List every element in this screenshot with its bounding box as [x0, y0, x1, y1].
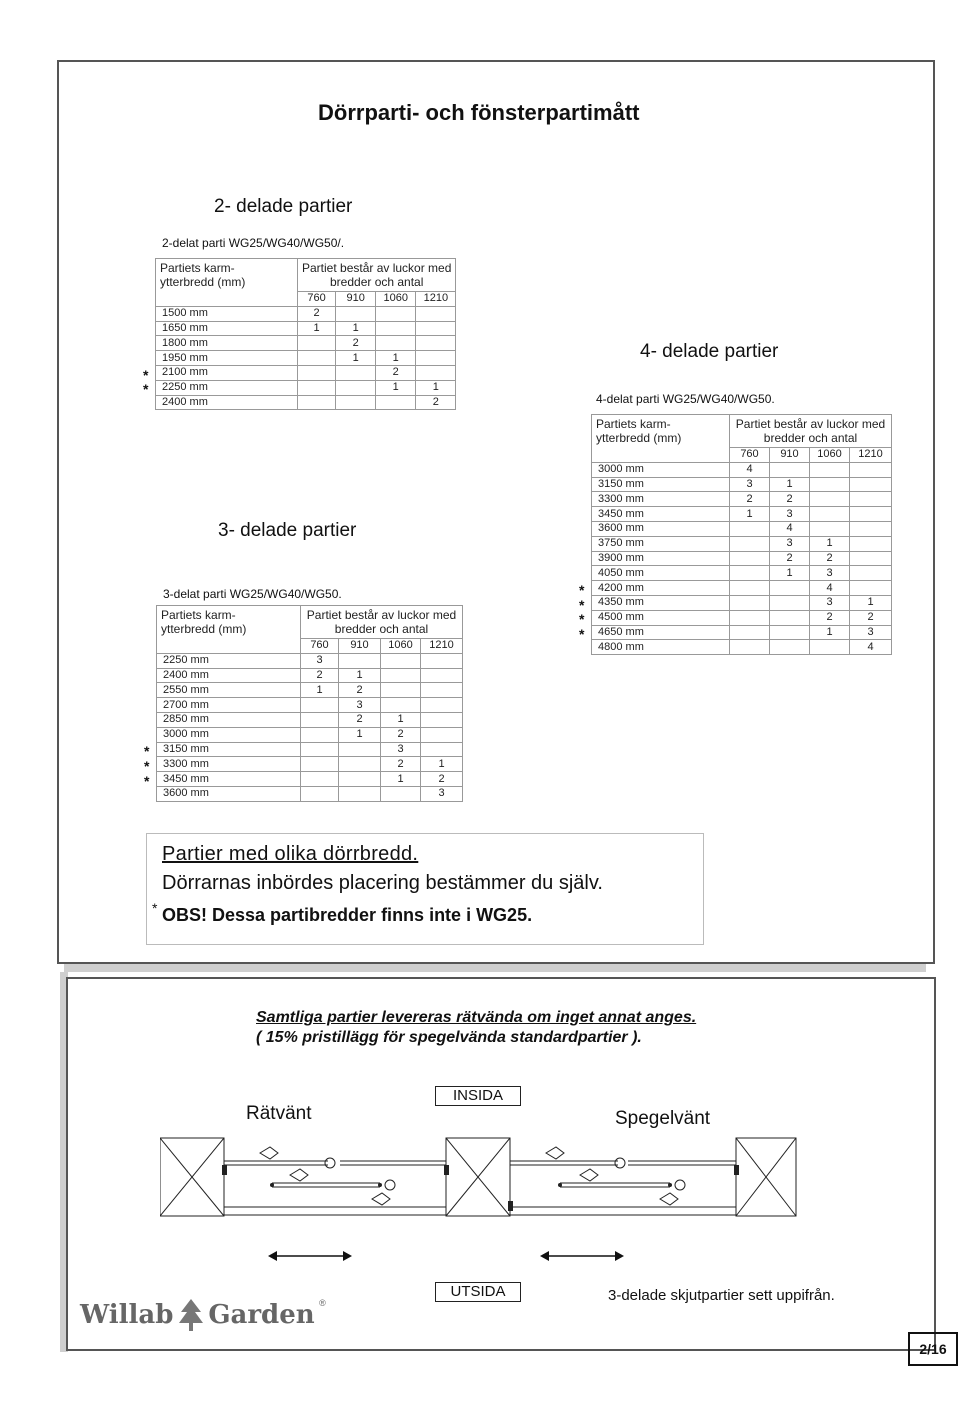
- panel-count-cell: [381, 653, 421, 668]
- section2-subtitle: 2-delat parti WG25/WG40/WG50/.: [162, 236, 345, 250]
- header-left-line: Partiets karm-: [596, 417, 671, 431]
- panel-count-cell: [730, 551, 770, 566]
- panel-count-cell: [416, 351, 456, 366]
- panel-count-cell: 1: [770, 477, 810, 492]
- panel-count-cell: [850, 581, 892, 596]
- panel-count-cell: [770, 462, 810, 477]
- panel-count-cell: 3: [850, 625, 892, 640]
- frame-width-cell: 4800 mm: [592, 640, 730, 655]
- table-row: [592, 477, 892, 492]
- header-left-line: ytterbredd (mm): [161, 622, 247, 636]
- frame-width-cell: 1800 mm: [156, 336, 298, 351]
- frame-width-cell: 3300 mm: [157, 757, 301, 772]
- table-row: [156, 351, 456, 366]
- dimension-table: [591, 414, 892, 655]
- frame-width-cell: 3000 mm: [592, 462, 730, 477]
- frame-width-cell: 1500 mm: [156, 306, 298, 321]
- row-star-marker: *: [579, 597, 585, 613]
- insida-label: INSIDA: [435, 1086, 521, 1106]
- table-row: [157, 683, 463, 698]
- section2-heading: 2- delade partier: [214, 196, 353, 217]
- frame-width-cell: 2850 mm: [157, 712, 301, 727]
- section4-subtitle: 4-delat parti WG25/WG40/WG50.: [596, 392, 775, 406]
- row-star-marker: *: [579, 582, 585, 598]
- panel-count-cell: 3: [810, 566, 850, 581]
- bottom-line-2: ( 15% pristillägg för spegelvända standardpartier ).: [256, 1029, 642, 1046]
- frame-width-cell: 3450 mm: [157, 772, 301, 787]
- panel-count-cell: [730, 625, 770, 640]
- panel-count-cell: [421, 683, 463, 698]
- panel-count-cell: [850, 566, 892, 581]
- panel-count-cell: [298, 380, 336, 395]
- row-star-marker: *: [144, 743, 150, 759]
- frame-width-cell: 2550 mm: [157, 683, 301, 698]
- panel-count-cell: 1: [416, 380, 456, 395]
- panel-count-cell: [850, 492, 892, 507]
- panel-count-cell: 2: [416, 395, 456, 410]
- panel-count-cell: 2: [301, 668, 339, 683]
- panel-count-cell: [301, 698, 339, 713]
- frame-width-cell: 3750 mm: [592, 536, 730, 551]
- row-star-marker: *: [143, 381, 149, 397]
- panel-count-cell: 1: [298, 321, 336, 336]
- panel-count-cell: 1: [810, 536, 850, 551]
- header-frame-width: [592, 415, 730, 463]
- panel-count-cell: 1: [421, 757, 463, 772]
- panel-count-cell: 2: [770, 551, 810, 566]
- diagram-caption: 3-delade skjutpartier sett uppifrån.: [608, 1287, 835, 1304]
- panel-count-cell: 1: [381, 712, 421, 727]
- row-star-marker: *: [579, 626, 585, 642]
- panel-count-cell: 4: [770, 521, 810, 536]
- panel-count-cell: 2: [381, 727, 421, 742]
- column-header-width: 1210: [421, 639, 463, 654]
- panel-count-cell: [810, 640, 850, 655]
- panel-count-cell: [730, 566, 770, 581]
- frame-width-cell: 3600 mm: [157, 786, 301, 801]
- panel-count-cell: [421, 727, 463, 742]
- panel-count-cell: [301, 712, 339, 727]
- header-right-line: Partiet består av luckor med: [306, 608, 457, 622]
- panel-count-cell: 3: [770, 507, 810, 522]
- frame-width-cell: 3450 mm: [592, 507, 730, 522]
- row-star-marker: *: [144, 758, 150, 774]
- frame-width-cell: 2100 mm: [156, 365, 298, 380]
- page-number: 2/16: [908, 1332, 958, 1366]
- row-star-marker: *: [144, 773, 150, 789]
- panel-count-cell: [376, 336, 416, 351]
- table-row: [156, 380, 456, 395]
- frame-width-cell: 3300 mm: [592, 492, 730, 507]
- panel-count-cell: [301, 786, 339, 801]
- panel-count-cell: [770, 610, 810, 625]
- panel-count-cell: [850, 507, 892, 522]
- header-right-line: bredder och antal: [330, 275, 424, 289]
- panel-count-cell: [298, 365, 336, 380]
- frame-width-cell: 3900 mm: [592, 551, 730, 566]
- panel-count-cell: 2: [850, 610, 892, 625]
- frame-width-cell: 3000 mm: [157, 727, 301, 742]
- panel-count-cell: [421, 668, 463, 683]
- panel-count-cell: [381, 683, 421, 698]
- panel-count-cell: [810, 477, 850, 492]
- frame-width-cell: 4650 mm: [592, 625, 730, 640]
- ratvant-label: Rätvänt: [246, 1103, 312, 1124]
- panel-count-cell: [850, 477, 892, 492]
- panel-count-cell: 2: [810, 551, 850, 566]
- panel-count-cell: [730, 595, 770, 610]
- section3-subtitle: 3-delat parti WG25/WG40/WG50.: [163, 587, 342, 601]
- column-header-width: 910: [770, 448, 810, 463]
- dimension-table: [156, 605, 463, 802]
- header-left-line: Partiets karm-: [160, 261, 235, 275]
- panel-count-cell: 1: [376, 380, 416, 395]
- panel-count-cell: 1: [381, 772, 421, 787]
- panel-count-cell: [850, 462, 892, 477]
- table-row: [157, 668, 463, 683]
- panel-count-cell: [298, 336, 336, 351]
- panel-count-cell: [810, 492, 850, 507]
- panel-count-cell: [336, 395, 376, 410]
- panel-count-cell: 2: [381, 757, 421, 772]
- panel-count-cell: [810, 462, 850, 477]
- table-row: [592, 492, 892, 507]
- table-row: [592, 610, 892, 625]
- frame-width-cell: 2250 mm: [156, 380, 298, 395]
- column-header-width: 1210: [416, 292, 456, 307]
- panel-count-cell: 2: [339, 683, 381, 698]
- willab-garden-logo: [80, 1298, 326, 1338]
- panel-count-cell: [421, 698, 463, 713]
- panel-count-cell: 4: [850, 640, 892, 655]
- table-row: [592, 625, 892, 640]
- panel-count-cell: 1: [376, 351, 416, 366]
- spegelvant-label: Spegelvänt: [615, 1108, 711, 1129]
- header-left-line: ytterbredd (mm): [160, 275, 246, 289]
- panel-count-cell: [339, 772, 381, 787]
- panel-count-cell: [850, 521, 892, 536]
- panel-count-cell: 1: [301, 683, 339, 698]
- panel-count-cell: 2: [298, 306, 336, 321]
- panel-count-cell: 1: [336, 321, 376, 336]
- left-arrow-indicator: [268, 1250, 352, 1262]
- table-row: [157, 712, 463, 727]
- table-row: [156, 395, 456, 410]
- panel-count-cell: 2: [421, 772, 463, 787]
- panel-count-cell: [421, 712, 463, 727]
- row-star-marker: *: [143, 367, 149, 383]
- sliding-door-diagram: [160, 1135, 800, 1225]
- panel-count-cell: [421, 653, 463, 668]
- panel-count-cell: [730, 521, 770, 536]
- notes-line-3: OBS! Dessa partibredder finns inte i WG25.: [162, 905, 533, 925]
- header-right-line: Partiet består av luckor med: [302, 261, 452, 275]
- panel-count-cell: 3: [381, 742, 421, 757]
- panel-count-cell: 2: [770, 492, 810, 507]
- panel-count-cell: [730, 581, 770, 596]
- panel-count-cell: [301, 742, 339, 757]
- frame-width-cell: 1650 mm: [156, 321, 298, 336]
- logo-text-right: Garden: [208, 1300, 315, 1330]
- table-row: [592, 521, 892, 536]
- panel-count-cell: 4: [730, 462, 770, 477]
- panel-count-cell: [301, 727, 339, 742]
- panel-count-cell: [421, 742, 463, 757]
- notes-star: *: [152, 900, 158, 916]
- notes-line-1: Partier med olika dörrbredd.: [162, 843, 419, 865]
- panel-count-cell: [770, 640, 810, 655]
- panel-count-cell: [850, 536, 892, 551]
- column-header-width: 1210: [850, 448, 892, 463]
- panel-count-cell: 1: [339, 727, 381, 742]
- panel-count-cell: [336, 365, 376, 380]
- header-panel-composition: [298, 259, 456, 292]
- table-row: [157, 727, 463, 742]
- table-row: [592, 581, 892, 596]
- dimension-table: [155, 258, 456, 410]
- table-row: [157, 757, 463, 772]
- utsida-label: UTSIDA: [435, 1282, 521, 1302]
- header-panel-composition: [730, 415, 892, 448]
- page-title: Dörrparti- och fönsterpartimått: [318, 100, 640, 125]
- header-frame-width: [157, 606, 301, 654]
- panel-count-cell: [730, 640, 770, 655]
- frame-width-cell: 2400 mm: [157, 668, 301, 683]
- panel-count-cell: 2: [336, 336, 376, 351]
- frame-width-cell: 1950 mm: [156, 351, 298, 366]
- logo-tree-icon: [178, 1298, 204, 1332]
- panel-count-cell: 2: [730, 492, 770, 507]
- panel-count-cell: [339, 786, 381, 801]
- panel-count-cell: [416, 306, 456, 321]
- panel-count-cell: [810, 521, 850, 536]
- panel-count-cell: 1: [810, 625, 850, 640]
- frame-width-cell: 4500 mm: [592, 610, 730, 625]
- panel-count-cell: [339, 653, 381, 668]
- column-header-width: 1060: [810, 448, 850, 463]
- table-row: [157, 653, 463, 668]
- panel-count-cell: [770, 581, 810, 596]
- frame-width-cell: 4050 mm: [592, 566, 730, 581]
- panel-count-cell: [770, 595, 810, 610]
- table-row: [592, 507, 892, 522]
- table-row: [592, 462, 892, 477]
- panel-count-cell: 3: [770, 536, 810, 551]
- panel-count-cell: 1: [850, 595, 892, 610]
- section3-heading: 3- delade partier: [218, 520, 357, 541]
- panel-count-cell: [336, 380, 376, 395]
- notes-box: [146, 833, 704, 945]
- table-row: [156, 321, 456, 336]
- panel-count-cell: [376, 306, 416, 321]
- header-left-line: Partiets karm-: [161, 608, 236, 622]
- panel-count-cell: 3: [421, 786, 463, 801]
- table-row: [157, 786, 463, 801]
- panel-count-cell: 3: [730, 477, 770, 492]
- panel-count-cell: [381, 698, 421, 713]
- frame-width-cell: 3600 mm: [592, 521, 730, 536]
- header-left-line: ytterbredd (mm): [596, 431, 682, 445]
- header-right-line: bredder och antal: [763, 431, 858, 445]
- table-row: [592, 640, 892, 655]
- column-header-width: 1060: [376, 292, 416, 307]
- column-header-width: 760: [298, 292, 336, 307]
- header-frame-width: [156, 259, 298, 307]
- panel-count-cell: 1: [770, 566, 810, 581]
- row-star-marker: *: [579, 611, 585, 627]
- panel-count-cell: 2: [376, 365, 416, 380]
- panel-count-cell: [298, 351, 336, 366]
- panel-count-cell: 3: [810, 595, 850, 610]
- panel-count-cell: [416, 336, 456, 351]
- column-header-width: 760: [301, 639, 339, 654]
- panel-count-cell: [730, 610, 770, 625]
- panel-count-cell: 3: [301, 653, 339, 668]
- table-row: [156, 336, 456, 351]
- panel-count-cell: [810, 507, 850, 522]
- table-row: [156, 306, 456, 321]
- notes-line-2: Dörrarnas inbördes placering bestämmer du själv.: [162, 872, 603, 894]
- panel-count-cell: [770, 625, 810, 640]
- panel-count-cell: [376, 321, 416, 336]
- header-panel-composition: [301, 606, 463, 639]
- table-row: [592, 566, 892, 581]
- table-row: [592, 595, 892, 610]
- frame-width-cell: 3150 mm: [157, 742, 301, 757]
- panel-count-cell: [339, 742, 381, 757]
- panel-count-cell: [850, 551, 892, 566]
- header-right-line: bredder och antal: [334, 622, 429, 636]
- panel-count-cell: 4: [810, 581, 850, 596]
- logo-text-left: Willab: [80, 1300, 174, 1330]
- frame-width-cell: 2250 mm: [157, 653, 301, 668]
- panel-count-cell: [416, 365, 456, 380]
- column-header-width: 910: [336, 292, 376, 307]
- panel-count-cell: 1: [730, 507, 770, 522]
- table-row: [157, 698, 463, 713]
- panel-count-cell: [301, 772, 339, 787]
- panel-count-cell: [301, 757, 339, 772]
- logo-registered: ®: [319, 1298, 326, 1308]
- panel-count-cell: 1: [336, 351, 376, 366]
- panel-count-cell: [381, 668, 421, 683]
- panel-count-cell: [381, 786, 421, 801]
- section4-heading: 4- delade partier: [640, 341, 779, 362]
- table-row: [592, 551, 892, 566]
- table-row: [592, 536, 892, 551]
- frame-width-cell: 4350 mm: [592, 595, 730, 610]
- column-header-width: 760: [730, 448, 770, 463]
- table-row: [157, 742, 463, 757]
- panel-count-cell: [336, 306, 376, 321]
- panel-count-cell: 1: [339, 668, 381, 683]
- panel-count-cell: [416, 321, 456, 336]
- right-arrow-indicator: [540, 1250, 624, 1262]
- frame-width-cell: 4200 mm: [592, 581, 730, 596]
- frame-width-cell: 2400 mm: [156, 395, 298, 410]
- frame-width-cell: 2700 mm: [157, 698, 301, 713]
- table-row: [157, 772, 463, 787]
- frame-width-cell: 3150 mm: [592, 477, 730, 492]
- panel-count-cell: [298, 395, 336, 410]
- table-row: [156, 365, 456, 380]
- panel-count-cell: [730, 536, 770, 551]
- panel-count-cell: 3: [339, 698, 381, 713]
- panel-count-cell: [376, 395, 416, 410]
- panel-count-cell: 2: [810, 610, 850, 625]
- column-header-width: 910: [339, 639, 381, 654]
- panel-count-cell: 2: [339, 712, 381, 727]
- bottom-line-1: Samtliga partier levereras rätvända om inget annat anges.: [256, 1009, 697, 1026]
- column-header-width: 1060: [381, 639, 421, 654]
- panel-count-cell: [339, 757, 381, 772]
- header-right-line: Partiet består av luckor med: [735, 417, 886, 431]
